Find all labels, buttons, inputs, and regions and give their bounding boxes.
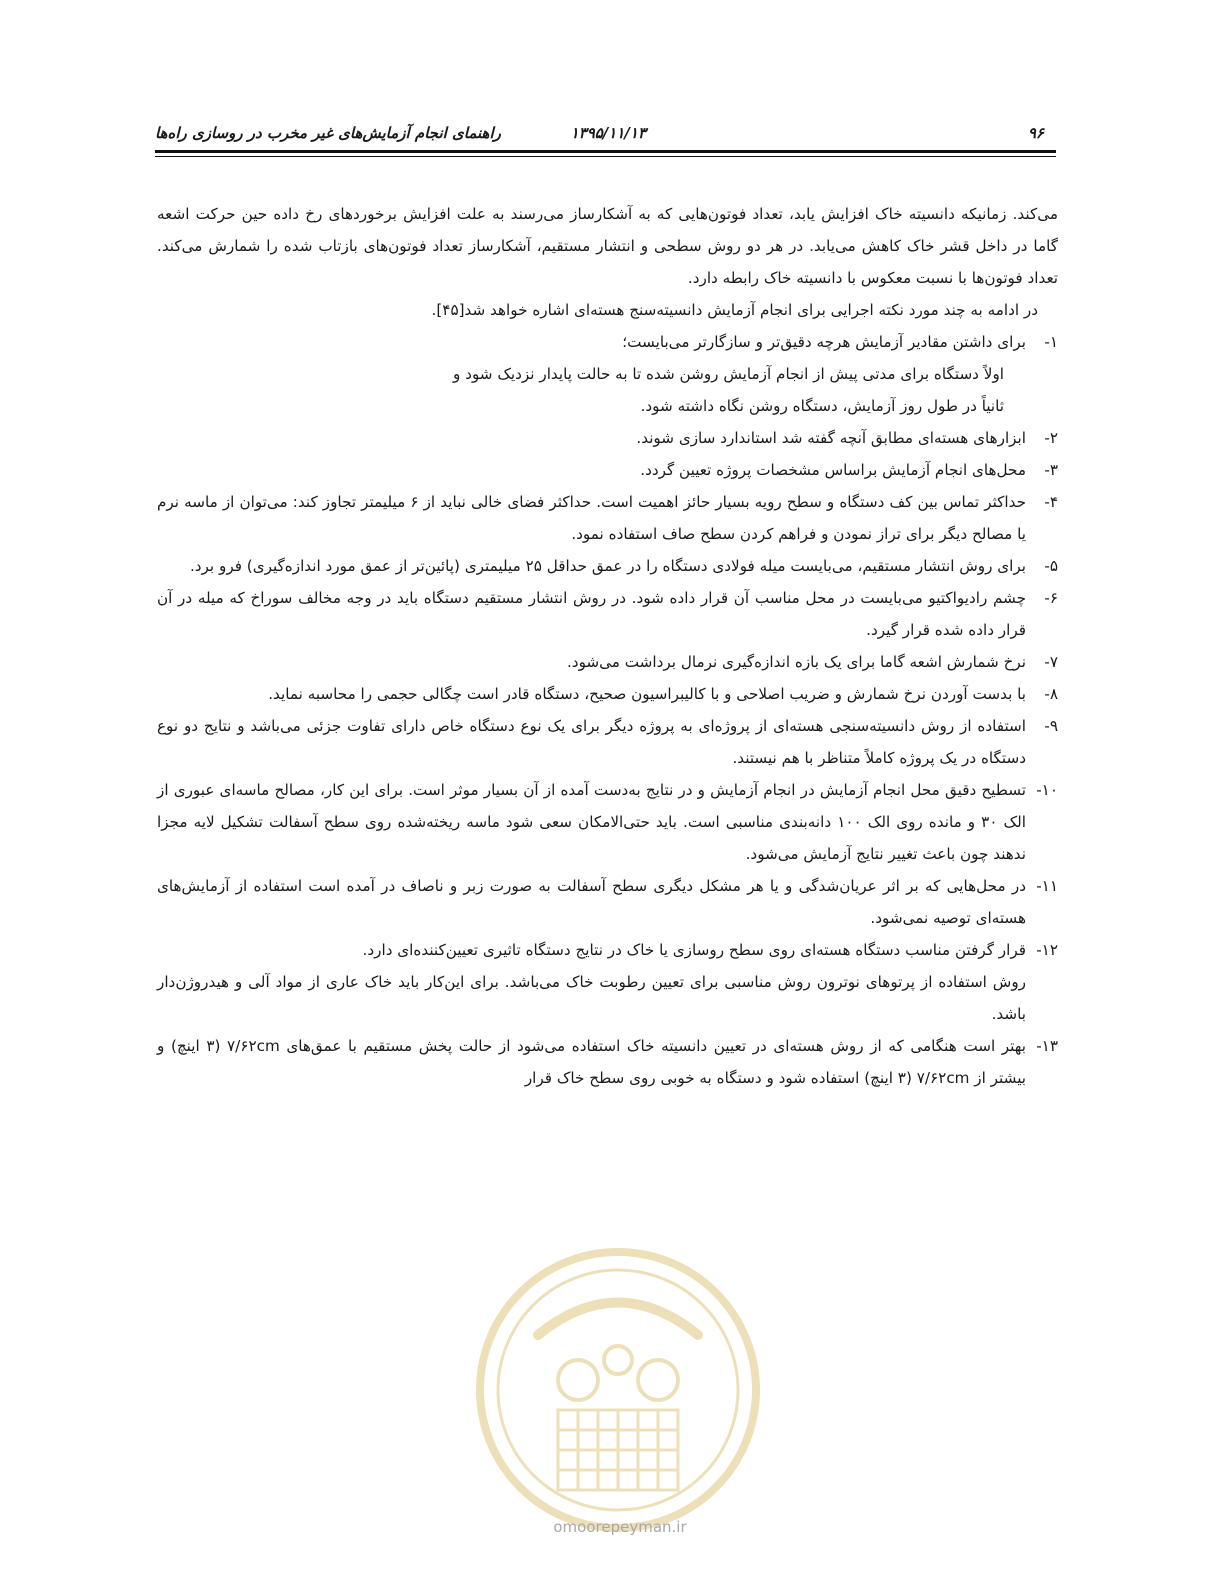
tips-list [157, 326, 1058, 1094]
item-continuation-paragraph: روش استفاده از پرتوهای نوترون روش مناسبی برای تعیین رطوبت خاک می‌باشد. برای این‌کار باید خاک عاری از مواد آلی و هیدروژن‌دار باشد. [157, 973, 1026, 1023]
header-title: راهنمای انجام آزمایش‌های غیر مخرب در روسازی راه‌ها [155, 124, 501, 142]
item-text: در محل‌هایی که بر اثر عریان‌شدگی و یا هر مشکل دیگری سطح آسفالت به صورت زبر و ناصاف در آمده است استفاده از آزمایش‌های هسته‌ای توصیه نمی‌شود. [157, 877, 1026, 927]
item-number: ۱۱- [1036, 877, 1058, 895]
body-text [157, 198, 1058, 1094]
item-text: برای داشتن مقادیر آزمایش هرچه دقیق‌تر و سازگارتر می‌بایست؛ [622, 333, 1026, 351]
header-rule-thin [155, 156, 1056, 157]
header-date: ۱۳۹۵/۱۱/۱۳ [570, 124, 646, 142]
item-text: قرار گرفتن مناسب دستگاه هسته‌ای روی سطح روسازی یا خاک در نتایج دستگاه تاثیری تعیین‌کننده‌ای دارد. [362, 941, 1026, 959]
list-item [157, 486, 1058, 550]
page-header [155, 118, 1056, 148]
watermark-seal-icon [468, 1240, 768, 1540]
item-text: حداکثر تماس بین کف دستگاه و سطح رویه بسیار حائز اهمیت است. حداکثر فضای خالی نباید از ۶ میلیمتر تجاوز کند: می‌توان از ماسه نرم یا مصالح دیگر برای تراز نمودن و فراهم کردن سطح صاف استفاده نمود. [157, 493, 1026, 543]
item-number: ۲- [1044, 429, 1058, 447]
list-item [157, 710, 1058, 774]
item-text: تسطیح دقیق محل انجام آزمایش در انجام آزمایش و در نتایج به‌دست آمده از آن بسیار موثر است. برای این کار، مصالح ماسه‌ای عبوری از الک ۳۰ و مانده روی الک ۱۰۰ دانه‌بندی مناسبی است. باید حتی‌الامکان سعی شود ماسه ریخته‌شده روی سطح آسفالت تشکیل لایه مجزا ندهند چون باعث تغییر نتایج آزمایش می‌شود. [157, 781, 1026, 863]
item-text: با بدست آوردن نرخ شمارش و ضریب اصلاحی و با کالیبراسیون صحیح، دستگاه قادر است چگالی حجمی را محاسبه نماید. [268, 685, 1026, 703]
intro-paragraph: می‌کند. زمانیکه دانسیته خاک افزایش یابد، تعداد فوتون‌هایی که به آشکارساز می‌رسند به علت افزایش برخوردهای رخ داده حین حرکت اشعه گاما در داخل قشر خاک کاهش می‌یابد. در هر دو روش سطحی و انتشار مستقیم، آشکارساز تعداد فوتون‌های بازتاب شده را شمارش می‌کند. تعداد فوتون‌ها با نسبت معکوس با دانسیته خاک رابطه دارد. [157, 205, 1058, 287]
item-number: ۸- [1044, 685, 1058, 703]
list-item [157, 550, 1058, 582]
sub-item: ثانیاً در طول روز آزمایش، دستگاه روشن نگاه داشته شود. [640, 397, 1004, 415]
list-item [157, 934, 1058, 966]
sub-item: اولاً دستگاه برای مدتی پیش از انجام آزمایش روشن شده تا به حالت پایدار نزدیک شود و [453, 365, 1004, 383]
item-text: نرخ شمارش اشعه گاما برای یک بازه اندازه‌گیری نرمال برداشت می‌شود. [566, 653, 1026, 671]
header-rule-thick [155, 150, 1056, 153]
item-text: استفاده از روش دانسیته‌سنجی هسته‌ای از پروژه‌ای به پروژه دیگر برای یک نوع دستگاه خاص دارای تفاوت جزئی می‌باشد و نتایج دو نوع دستگاه در یک پروژه کاملاً متناظر با هم نیستند. [157, 717, 1026, 767]
item-number: ۴- [1044, 493, 1058, 511]
lead-paragraph: در ادامه به چند مورد نکته اجرایی برای انجام آزمایش دانسیته‌سنج هسته‌ای اشاره خواهد شد[۴۵]. [431, 301, 1038, 319]
item-number: ۱۳- [1036, 1037, 1058, 1055]
item-text: ابزارهای هسته‌ای مطابق آنچه گفته شد استاندارد سازی شوند. [636, 429, 1026, 447]
item-number: ۳- [1044, 461, 1058, 479]
item-text: برای روش انتشار مستقیم، می‌بایست میله فولادی دستگاه را در عمق حداقل ۲۵ میلیمتری (پائین‌تر از عمق مورد اندازه‌گیری) فرو برد. [189, 557, 1026, 575]
list-item [157, 646, 1058, 678]
item-number: ۶- [1044, 589, 1058, 607]
item-text: بهتر است هنگامی که از روش هسته‌ای در تعیین دانسیته خاک استفاده می‌شود از حالت پخش مستقیم با عمق‌های ۷/۶۲cm (۳ اینچ) و بیشتر از ۷/۶۲cm (۳ اینچ) استفاده شود و دستگاه به خوبی روی سطح خاک قرار [157, 1037, 1026, 1087]
list-item [157, 454, 1058, 486]
item-number: ۹- [1044, 717, 1058, 735]
list-item [157, 678, 1058, 710]
list-item [157, 326, 1058, 358]
item-number: ۵- [1044, 557, 1058, 575]
list-item [157, 422, 1058, 454]
item-number: ۱۲- [1036, 941, 1058, 959]
item-number: ۱- [1044, 333, 1058, 351]
item-text: چشم رادیواکتیو می‌بایست در محل مناسب آن قرار داده شود. در روش انتشار مستقیم دستگاه باید در وجه مخالف سوراخ که میله در آن قرار داده شده قرار گیرد. [157, 589, 1026, 639]
item-number: ۱۰- [1036, 781, 1058, 799]
page-number: ۹۶ [1027, 124, 1044, 142]
list-item [157, 774, 1058, 870]
watermark-url: omoorepeyman.ir [553, 1518, 687, 1536]
list-item [157, 1030, 1058, 1094]
item-number: ۷- [1044, 653, 1058, 671]
item-text: محل‌های انجام آزمایش براساس مشخصات پروژه تعیین گردد. [640, 461, 1026, 479]
list-item [157, 870, 1058, 934]
list-item [157, 582, 1058, 646]
